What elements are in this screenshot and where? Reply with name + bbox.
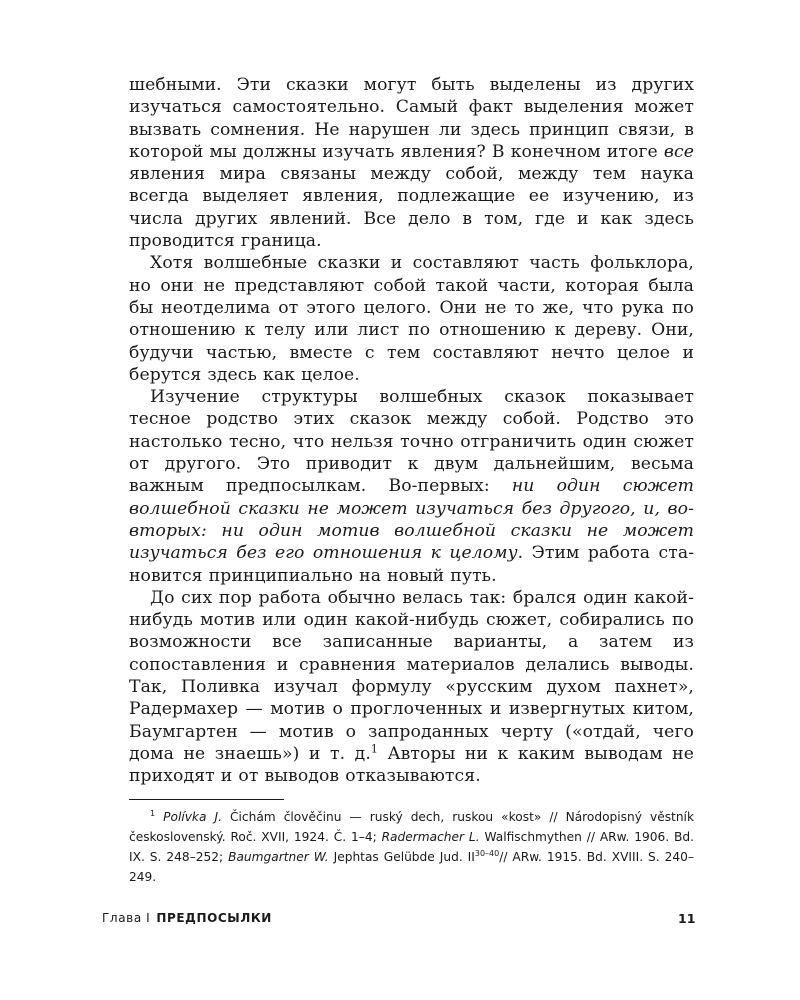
text-run: Jephtas Gelübde Jud. II (328, 850, 475, 864)
page-number: 11 (678, 911, 696, 926)
chapter-title: ПРЕДПОСЫЛКИ (156, 911, 272, 925)
italic-text: ни один сюжет волшебной сказки не может изучаться без другого, и, во-вторых: ни один мотив волшебной сказки не может изучаться без его отношения к целому. (129, 476, 694, 564)
text-run: Авторы ни к каким выводам не приходят и от выводов отказываются. (129, 743, 695, 787)
text-run: // ARw. 1915. Bd. XVIII. S. 240–249. (129, 850, 694, 884)
text-run: Čichám člověčinu — ruský dech, ruskou «kost» // Národopisný věstník československý. Roč. XVII, 1924. Č. 1–4; (129, 810, 695, 844)
footnote-1 (129, 807, 694, 887)
paragraph-2 (129, 252, 694, 386)
text-run: Walfischmythen // ARw. 1906. Bd. IX. S. 248–252; (129, 830, 695, 864)
paragraph-3 (129, 386, 694, 587)
text-run: Изучение структуры волшебных сказок показывает тесное родство этих сказок между собой. Родство это настолько тесно, что нельзя точно отграничить один сюжет от другого. Это приводит к двум дальнейшим, весьма важным предпосылкам. Во-первых: (129, 387, 694, 497)
footnote-divider (129, 799, 284, 800)
footnote-marker: 1 (370, 742, 379, 756)
text-run: Хотя волшебные сказки и составляют часть фольклора, но они не представляют собой такой части, которая была бы неотделима от этого целого. Они не то же, что рука по отношению к телу или лист по отношению к дереву. Они, будучи частью, вместе с тем составляют нечто целое и берутся здесь как целое. (129, 253, 694, 385)
paragraph-4 (129, 587, 694, 788)
footnote-marker: 30–40 (474, 848, 500, 858)
text-run (155, 810, 163, 824)
running-footer (102, 911, 272, 925)
italic-text: Baumgartner W. (228, 850, 329, 864)
text-run: шебными. Эти сказки могут быть выделены из других изучаться самостоятельно. Самый факт выделения может вызвать сомнения. Не нарушен ли здесь принцип связи, в которой мы должны изучать явления? В конечном итоге (129, 75, 694, 162)
text-run: явления мира связаны между собой, между тем наука всегда выделяет явления, подлежащие ее изучению, из числа других явлений. Все дело в том, где и как здесь проводится граница. (129, 164, 694, 252)
main-text (129, 74, 694, 788)
chapter-label: Глава I (102, 911, 151, 925)
italic-text: Polívka J. (163, 810, 222, 824)
italic-text: все (663, 141, 694, 162)
footnote-marker: 1 (150, 808, 156, 818)
text-run: Этим работа становится принципиально на новый путь. (129, 543, 694, 586)
italic-text: Radermacher L. (381, 830, 480, 844)
text-run: До сих пор работа обычно велась так: брался один какой-нибудь мотив или один какой-нибудь сюжет, собирались по возможности все записанные варианты, а затем из сопоставления и сравнения материалов делались выводы. Так, Поливка изучал формулу «русским духом пахнет», Радермахер — мотив о проглоченных и извергнутых китом, Баумгартен — мотив о запроданных черту («отдай, чего дома не знаешь») и т. д. (129, 587, 694, 764)
paragraph-1 (129, 74, 694, 252)
